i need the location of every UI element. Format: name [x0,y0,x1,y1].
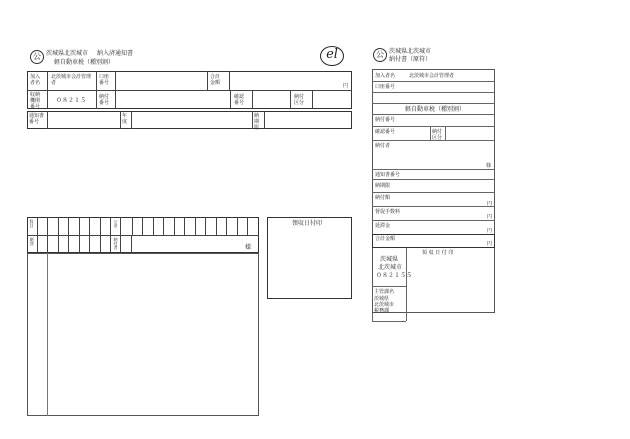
notice-no-label: 通知書番号 [29,113,45,125]
notice-row [27,111,352,129]
right-tax-amount-yen: 円 [487,201,493,207]
payment-class-label: 納付区分 [294,94,305,106]
receiving-label: 収納機関番号 [30,92,41,110]
right-dept-label: 主管課名 [374,289,395,295]
right-total-yen: 円 [487,241,493,247]
payer-sama: 様 [245,244,252,251]
confirm-no-label: 確認番号 [234,94,245,106]
payer-label: 納付者 [113,237,118,250]
stamp-label: 領収日付印 [292,220,323,227]
el-logo-icon: el [320,46,344,66]
right-late-charge-label: 延滞金 [375,223,391,229]
right-municipality: 茨城県北茨城市 [389,48,432,55]
right-due-label: 納期限 [375,183,391,189]
municipal-seal-icon-right: 公 [373,48,387,62]
right-joiner-name: 北茨城市会計管理者 [409,73,455,79]
right-payment-class-label: 納付区分 [432,129,443,141]
total-yen: 円 [343,83,349,89]
right-sama: 様 [486,163,492,169]
joiner-name: 北茨城市会計管理者 [51,74,92,86]
right-dept-line2: 北茨城市 [374,302,395,308]
right-payer-label: 納付者 [375,143,391,149]
right-dept-line3: 税務課 [374,308,390,314]
payment-no-label: 納付番号 [99,94,110,106]
public-money-label: 公金 [113,219,118,228]
left-doc-title: 納入済通知書 [97,50,134,57]
tax-subject-label: 科目 [29,219,34,228]
right-late-fee-yen: 円 [487,214,493,220]
right-confirm-no-label: 確認番号 [375,129,396,135]
detail-box [27,253,259,416]
period-label: 期別 [29,237,34,246]
right-total-label: 合計金額 [375,236,396,242]
year-label: 年度 [122,113,128,125]
account-label: 口座番号 [99,74,110,86]
left-municipality: 茨城県北茨城市 [46,50,89,57]
receipt-stamp-box [267,217,352,299]
right-pref: 茨城県 [380,256,399,263]
total-label: 合計金額 [210,74,221,86]
right-doc-title: 納付書（原符） [389,56,432,63]
right-joiner-label: 加入者名 [375,73,396,79]
receiving-no: ０８２１５ [56,97,87,104]
right-stamp-header: 領 収 日 付 印 [422,250,454,256]
right-tax-amount-label: 納付額 [375,195,391,201]
right-code: ０８２１５５ [376,272,413,279]
joiner-label: 加入者名 [30,74,41,86]
right-city: 北茨城市 [378,264,403,271]
municipal-seal-icon: 公 [30,50,44,64]
right-dept-line1: 茨城県 [374,296,390,302]
right-late-fee-label: 督促手数料 [375,209,401,215]
right-late-charge-yen: 円 [487,228,493,234]
right-notice-no-label: 通知書番号 [375,172,401,178]
right-payment-no-label: 納付番号 [375,117,396,123]
right-account-label: 口座番号 [375,84,396,90]
due-label: 納期限 [254,113,260,131]
right-tax-name: 軽自動車税（種別割） [405,106,466,113]
left-tax-name: 軽自動車税（種別割） [54,59,115,66]
